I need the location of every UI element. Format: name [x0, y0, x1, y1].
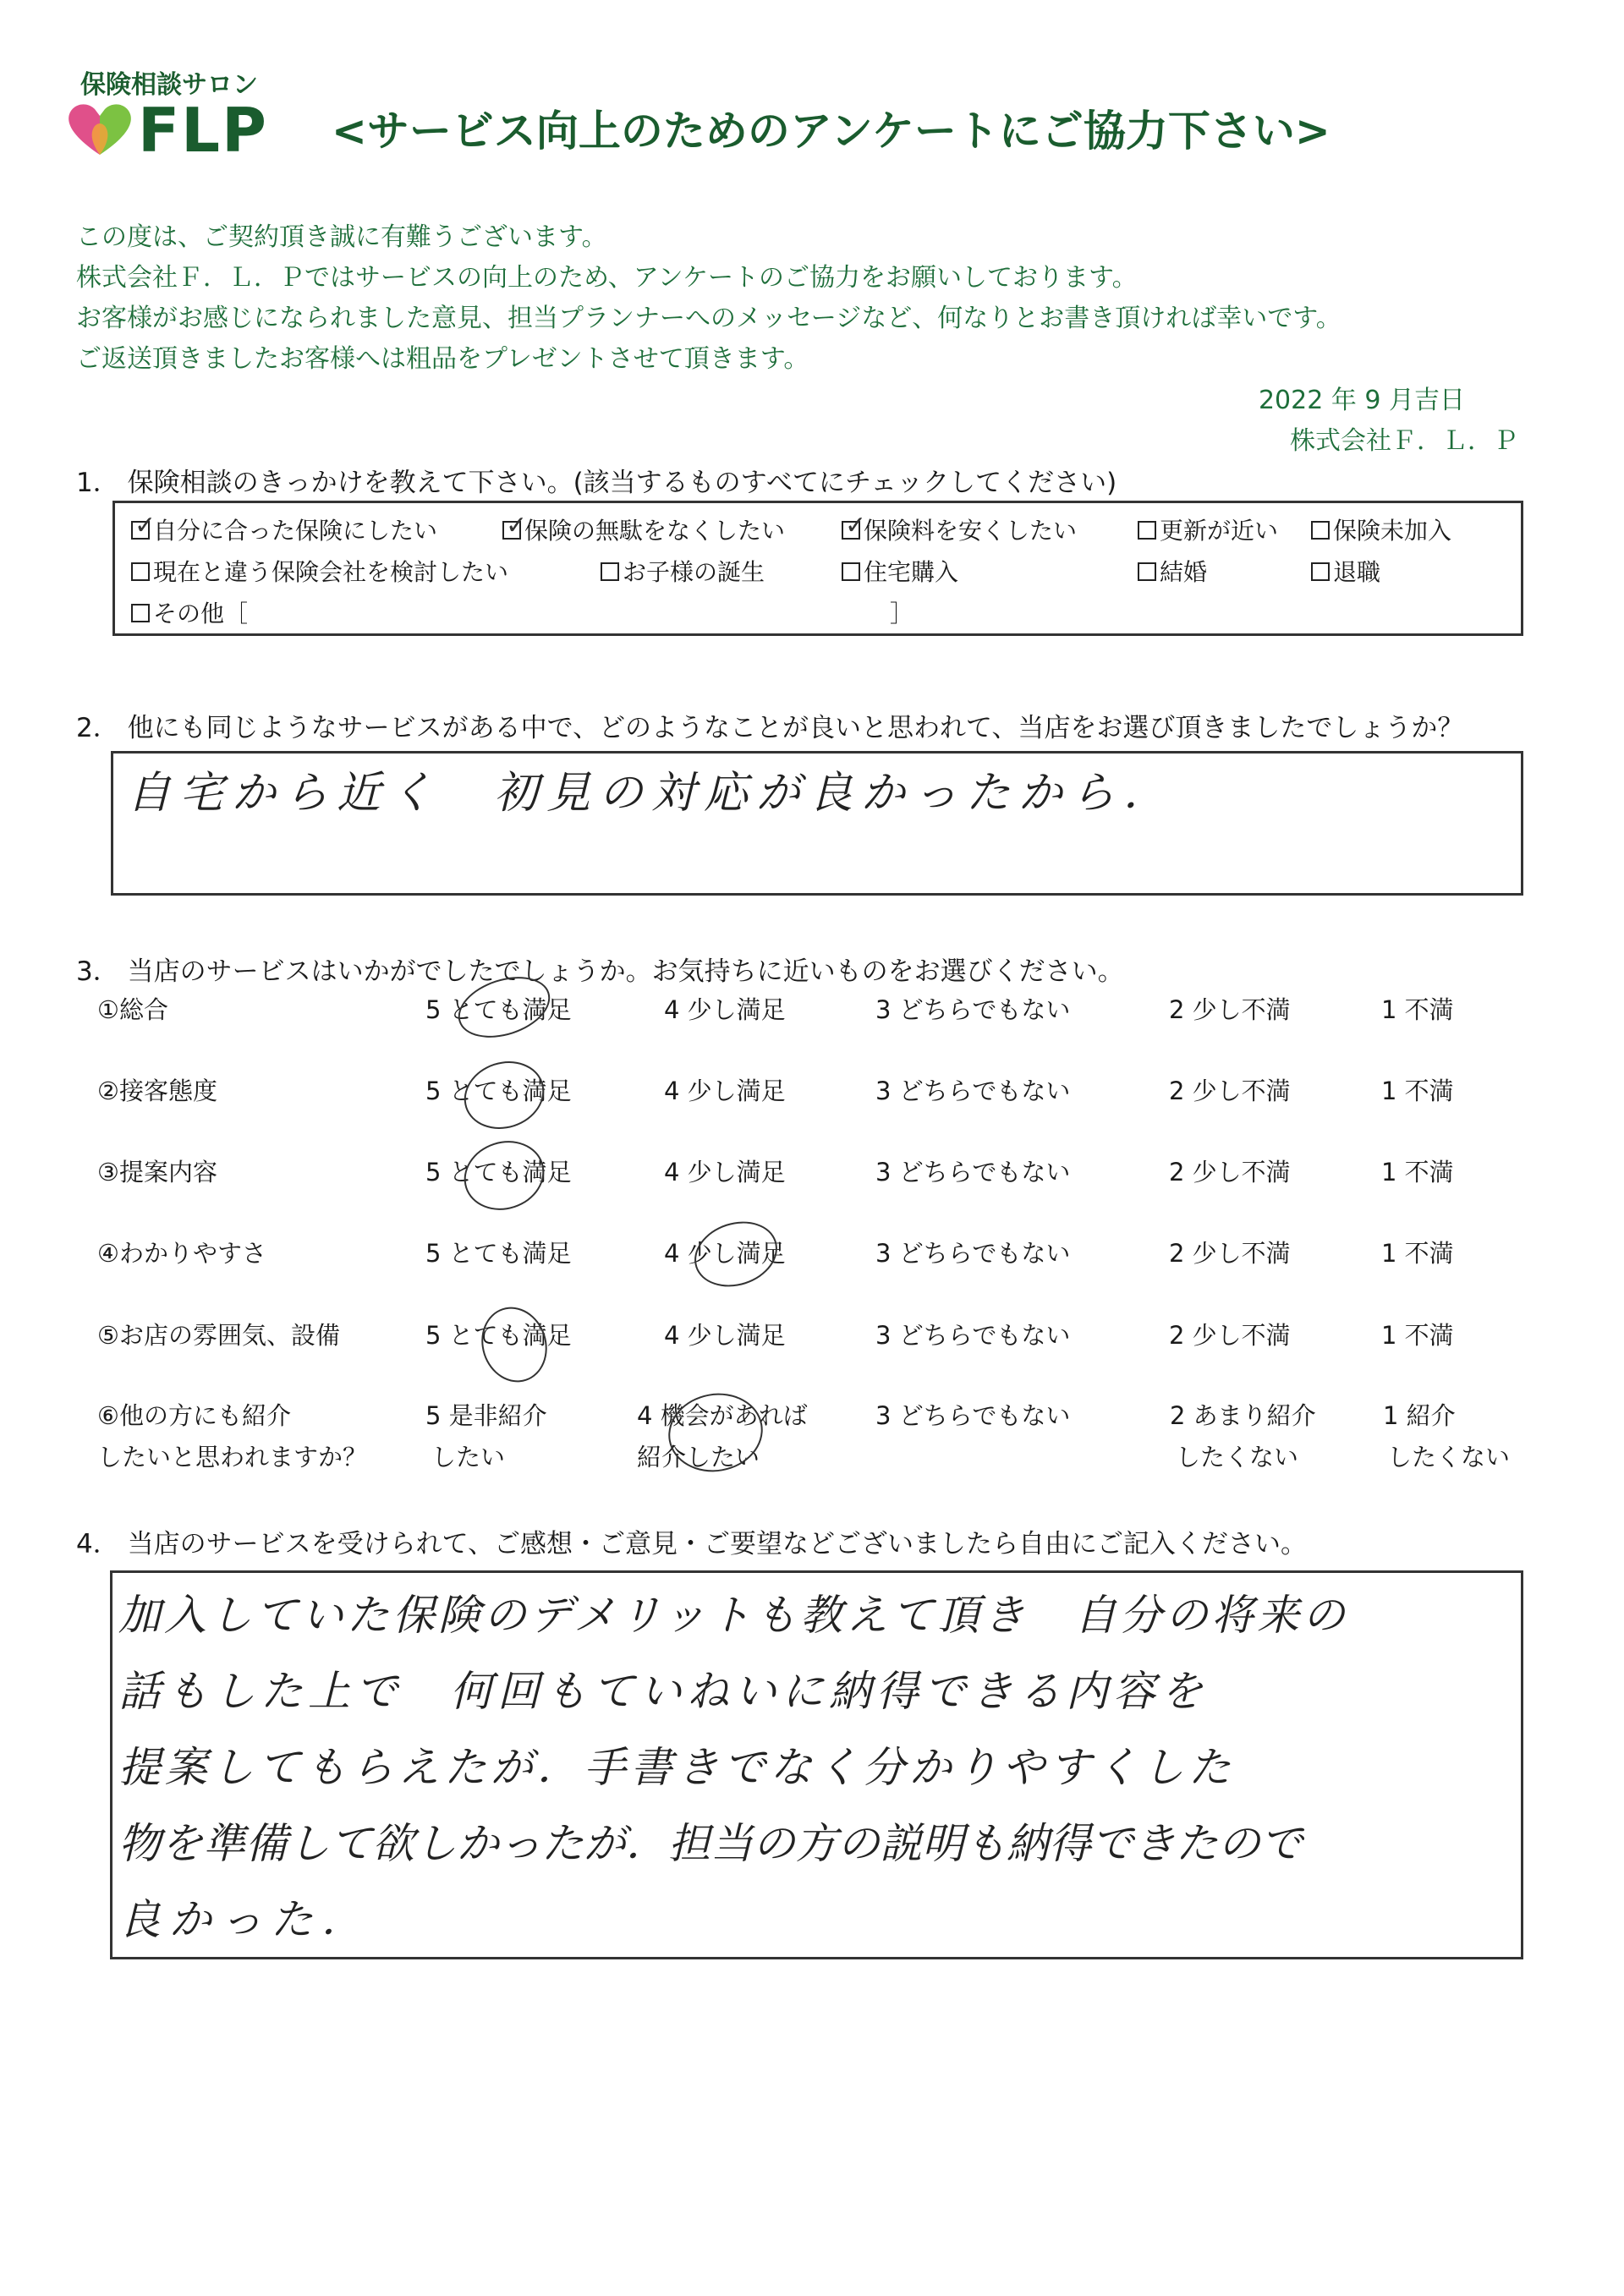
q3-row-4-option-2[interactable]: 2 少し不満	[1169, 1239, 1291, 1268]
q4-answer-line-4: 物を準備して欲しかったが．担当の方の説明も納得できたので	[118, 1819, 1303, 1868]
checkbox-icon[interactable]	[1138, 521, 1156, 540]
q3-row-6-option-2-line-2[interactable]: したくない	[1176, 1443, 1299, 1471]
checkbox-checked-icon[interactable]: ✓	[842, 521, 860, 540]
q3-title: 3． 当店のサービスはいかがでしたでしょうか。お気持ちに近いものをお選びください。	[76, 956, 1124, 987]
q3-row-3-option-3[interactable]: 3 どちらでもない	[875, 1158, 1071, 1186]
q3-row-4-option-4[interactable]: 4 少し満足	[664, 1239, 786, 1268]
checkbox-checked-icon[interactable]: ✓	[131, 521, 150, 540]
company-name: 株式会社Ｆ．Ｌ．Ｐ	[1290, 426, 1518, 456]
heart-logo-icon	[66, 99, 134, 158]
q3-row-6-option-1-line-2[interactable]: したくない	[1387, 1443, 1511, 1471]
page-title: <サービス向上のためのアンケートにご協力下さい>	[332, 107, 1330, 156]
q3-row-1-option-2[interactable]: 2 少し不満	[1169, 995, 1291, 1024]
checkbox-icon[interactable]	[131, 604, 150, 622]
issue-date: 2022 年 9 月吉日	[1258, 386, 1465, 415]
q3-row-1-option-3[interactable]: 3 どちらでもない	[875, 995, 1071, 1024]
q1-option-1[interactable]: ✓ 自分に合った保険にしたい	[131, 512, 437, 546]
q1-option-6[interactable]: 現在と違う保険会社を検討したい	[131, 554, 508, 588]
q3-row-2-option-5[interactable]: 5 とても満足	[425, 1077, 572, 1105]
intro-line-2: 株式会社Ｆ．Ｌ．Ｐではサービスの向上のため、アンケートのご協力をお願いしております。	[76, 263, 1138, 293]
q3-row-6-label-line-2: したいと思われますか？	[97, 1443, 368, 1471]
q3-row-4-selection-circle	[686, 1211, 786, 1296]
q3-row-5-option-5[interactable]: 5 とても満足	[425, 1321, 572, 1350]
q3-row-6-option-5-line-1[interactable]: 5 是非紹介	[425, 1401, 547, 1430]
intro-line-4: ご返送頂きましたお客様へは粗品をプレゼントさせて頂きます。	[76, 344, 809, 374]
q1-title: 1． 保険相談のきっかけを教えて下さい。(該当するものすべてにチェックしてください)	[76, 468, 1117, 498]
q2-title: 2． 他にも同じようなサービスがある中で、どのようなことが良いと思われて、当店をお選び頂きましたでしょうか？	[76, 713, 1464, 743]
q3-row-6-option-4-line-2[interactable]: 紹介したい	[637, 1443, 760, 1471]
q3-row-3-option-2[interactable]: 2 少し不満	[1169, 1158, 1291, 1186]
q3-row-1-label: ①総合	[97, 995, 168, 1024]
intro-line-3: お客様がお感じになられました意見、担当プランナーへのメッセージなど、何なりとお書き頂ければ幸いです。	[76, 304, 1341, 333]
q3-row-2-option-2[interactable]: 2 少し不満	[1169, 1077, 1291, 1105]
q3-row-2-option-4[interactable]: 4 少し満足	[664, 1077, 786, 1105]
q3-row-3-selection-circle	[455, 1131, 553, 1220]
checkbox-icon[interactable]	[1138, 562, 1156, 581]
q1-option-10[interactable]: 退職	[1311, 554, 1380, 588]
q3-row-4-option-5[interactable]: 5 とても満足	[425, 1239, 572, 1268]
checkbox-icon[interactable]	[1311, 521, 1330, 540]
q3-row-4-option-1[interactable]: 1 不満	[1381, 1239, 1454, 1268]
q3-row-1-option-1[interactable]: 1 不満	[1381, 995, 1454, 1024]
checkbox-icon[interactable]	[1311, 562, 1330, 581]
q3-row-5-option-1[interactable]: 1 不満	[1381, 1321, 1454, 1350]
q1-option-5[interactable]: 保険未加入	[1311, 512, 1451, 546]
q3-row-1-option-4[interactable]: 4 少し満足	[664, 995, 786, 1024]
q3-row-2-selection-circle	[455, 1051, 552, 1139]
q3-row-2-option-1[interactable]: 1 不満	[1381, 1077, 1454, 1105]
q4-answer-line-3: 提案してもらえたが．手書きでなく分かりやすくした	[118, 1743, 1235, 1792]
q3-row-6-option-2-line-1[interactable]: 2 あまり紹介	[1170, 1401, 1316, 1430]
q3-row-1-option-5[interactable]: 5 とても満足	[425, 995, 572, 1024]
q2-handwritten-answer: 自宅から近く 初見の対応が良かったから．	[127, 768, 1177, 819]
q3-row-5-label: ⑤お店の雰囲気、設備	[97, 1321, 340, 1350]
q1-option-7[interactable]: お子様の誕生	[601, 554, 765, 588]
q3-row-2-label: ②接客態度	[97, 1077, 217, 1105]
q3-row-3-label: ③提案内容	[97, 1158, 217, 1186]
q3-row-3-option-4[interactable]: 4 少し満足	[664, 1158, 786, 1186]
checkbox-icon[interactable]	[601, 562, 619, 581]
checkbox-icon[interactable]	[131, 562, 150, 581]
q3-row-6-option-3-line-1[interactable]: 3 どちらでもない	[875, 1401, 1071, 1430]
q4-answer-line-1: 加入していた保険のデメリットも教えて頂き 自分の将来の	[118, 1591, 1348, 1640]
q4-title: 4． 当店のサービスを受けられて、ご感想・ご意見・ご要望などございましたら自由にご記入ください。	[76, 1529, 1307, 1559]
q3-row-5-selection-circle	[472, 1298, 557, 1390]
q3-row-5-option-3[interactable]: 3 どちらでもない	[875, 1321, 1071, 1350]
q1-option-3[interactable]: ✓ 保険料を安くしたい	[842, 512, 1077, 546]
q3-row-2-option-3[interactable]: 3 どちらでもない	[875, 1077, 1071, 1105]
q3-row-5-option-4[interactable]: 4 少し満足	[664, 1321, 786, 1350]
q3-row-3-option-1[interactable]: 1 不満	[1381, 1158, 1454, 1186]
intro-line-1: この度は、ご契約頂き誠に有難うございます。	[76, 222, 607, 252]
q1-option-4[interactable]: 更新が近い	[1138, 512, 1278, 546]
q3-row-4-option-3[interactable]: 3 どちらでもない	[875, 1239, 1071, 1268]
q3-row-4-label: ④わかりやすさ	[97, 1239, 266, 1268]
checkbox-icon[interactable]	[842, 562, 860, 581]
q4-answer-line-2: 話もした上で 何回もていねいに納得できる内容を	[118, 1667, 1208, 1716]
q3-row-6-label-line-1: ⑥他の方にも紹介	[97, 1401, 291, 1430]
logo-brand: FLP	[138, 95, 268, 166]
q3-row-6-option-4-line-1[interactable]: 4 機会があれば	[637, 1401, 808, 1430]
q4-answer-line-5: 良かった．	[118, 1895, 372, 1944]
q3-row-6-option-5-line-2[interactable]: したい	[431, 1443, 506, 1471]
q1-option-2[interactable]: ✓ 保険の無駄をなくしたい	[502, 512, 785, 546]
q1-other-close-bracket: ］	[890, 600, 914, 627]
q3-row-5-option-2[interactable]: 2 少し不満	[1169, 1321, 1291, 1350]
q1-option-other[interactable]: その他［	[131, 595, 248, 629]
q1-option-8[interactable]: 住宅購入	[842, 554, 958, 588]
logo-subtitle: 保険相談サロン	[80, 70, 258, 100]
q1-option-9[interactable]: 結婚	[1138, 554, 1207, 588]
checkbox-checked-icon[interactable]: ✓	[502, 521, 521, 540]
q3-row-6-option-1-line-1[interactable]: 1 紹介	[1383, 1401, 1456, 1430]
q3-row-3-option-5[interactable]: 5 とても満足	[425, 1158, 572, 1186]
